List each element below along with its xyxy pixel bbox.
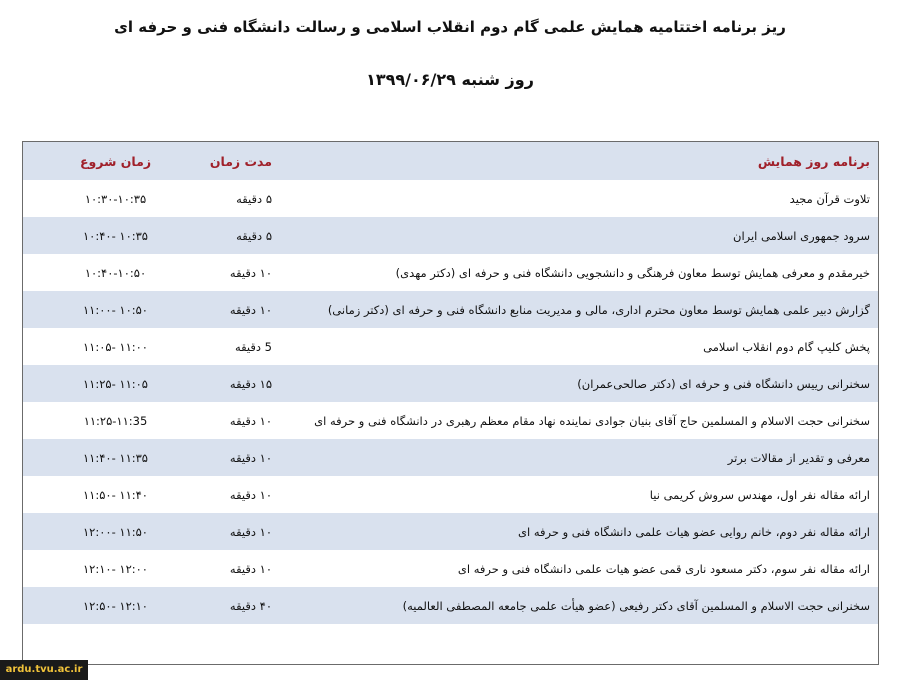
- cell-time: ۱۱:۴۰ -۱۱:۵۰: [23, 476, 208, 513]
- cell-duration: ۱۰ دقیقه: [208, 254, 278, 291]
- cell-program: خیرمقدم و معرفی همایش توسط معاون فرهنگی و دانشجویی دانشگاه فنی و حرفه ای (دکتر مهدی): [278, 254, 878, 291]
- cell-program: معرفی و تقدیر از مقالات برتر: [278, 439, 878, 476]
- cell-duration: ۴۰ دقیقه: [208, 587, 278, 624]
- cell-time: ۱۱:۲۵-۱۱:35: [23, 402, 208, 439]
- cell-program: سخنرانی حجت الاسلام و المسلمین حاج آقای بنیان جوادی نماینده نهاد مقام معظم رهبری در دانشگاه فنی و حرفه ای: [278, 402, 878, 439]
- cell-time: ۱۰:۵۰ -۱۱:۰۰: [23, 291, 208, 328]
- cell-empty: [23, 624, 208, 661]
- cell-program: ارائه مقاله نفر دوم، خانم روایی عضو هیات علمی دانشگاه فنی و حرفه ای: [278, 513, 878, 550]
- table-header-row: [23, 142, 878, 180]
- cell-duration: ۱۰ دقیقه: [208, 550, 278, 587]
- cell-duration: ۱۰ دقیقه: [208, 291, 278, 328]
- cell-duration: 5 دقیقه: [208, 328, 278, 365]
- cell-duration: ۱۰ دقیقه: [208, 439, 278, 476]
- cell-program: سخنرانی حجت الاسلام و المسلمین آقای دکتر رفیعی (عضو هیأت علمی جامعه المصطفی العالمیه): [278, 587, 878, 624]
- table-row: [23, 513, 878, 550]
- schedule-table: [23, 142, 878, 661]
- header-duration: مدت زمان: [208, 142, 278, 180]
- cell-program: سخنرانی رییس دانشگاه فنی و حرفه ای (دکتر صالحی‌عمران): [278, 365, 878, 402]
- cell-time: ۱۰:۳۰-۱۰:۳۵: [23, 180, 208, 217]
- cell-program: تلاوت قرآن مجید: [278, 180, 878, 217]
- cell-empty: [278, 624, 878, 661]
- header-start-time: زمان شروع: [23, 142, 208, 180]
- cell-time: ۱۰:۴۰-۱۰:۵۰: [23, 254, 208, 291]
- site-watermark: ardu.tvu.ac.ir: [0, 660, 88, 680]
- cell-duration: ۱۰ دقیقه: [208, 476, 278, 513]
- table-row: [23, 254, 878, 291]
- table-row: [23, 328, 878, 365]
- cell-duration: ۵ دقیقه: [208, 217, 278, 254]
- table-row: [23, 217, 878, 254]
- cell-time: ۱۱:۳۵ -۱۱:۴۰: [23, 439, 208, 476]
- cell-program: سرود جمهوری اسلامی ایران: [278, 217, 878, 254]
- schedule-table-frame: [22, 141, 879, 665]
- cell-time: ۱۲:۰۰ -۱۲:۱۰: [23, 550, 208, 587]
- cell-time: ۱۲:۱۰ -۱۲:۵۰: [23, 587, 208, 624]
- table-row-empty: [23, 624, 878, 661]
- cell-time: ۱۱:۰۰ -۱۱:۰۵: [23, 328, 208, 365]
- cell-program: ارائه مقاله نفر اول، مهندس سروش کریمی نیا: [278, 476, 878, 513]
- table-row: [23, 550, 878, 587]
- cell-duration: ۱۰ دقیقه: [208, 402, 278, 439]
- table-row: [23, 402, 878, 439]
- table-row: [23, 587, 878, 624]
- cell-duration: ۵ دقیقه: [208, 180, 278, 217]
- cell-duration: ۱۰ دقیقه: [208, 513, 278, 550]
- table-row: [23, 291, 878, 328]
- cell-time: ۱۰:۳۵ -۱۰:۴۰: [23, 217, 208, 254]
- cell-program: گزارش دبیر علمی همایش توسط معاون محترم اداری، مالی و مدیریت منابع دانشگاه فنی و حرفه ای (دکتر زمانی): [278, 291, 878, 328]
- table-row: [23, 365, 878, 402]
- table-row: [23, 180, 878, 217]
- cell-duration: ۱۵ دقیقه: [208, 365, 278, 402]
- header-program: برنامه روز همایش: [278, 142, 878, 180]
- document-title: ریز برنامه اختتامیه همایش علمی گام دوم انقلاب اسلامی و رسالت دانشگاه فنی و حرفه ای: [114, 18, 786, 36]
- cell-time: ۱۱:۵۰ -۱۲:۰۰: [23, 513, 208, 550]
- document-date: روز شنبه ۱۳۹۹/۰۶/۲۹: [366, 70, 534, 89]
- table-row: [23, 439, 878, 476]
- cell-time: ۱۱:۰۵ -۱۱:۲۵: [23, 365, 208, 402]
- schedule-table-body: [23, 180, 878, 661]
- cell-program: پخش کلیپ گام دوم انقلاب اسلامی: [278, 328, 878, 365]
- table-row: [23, 476, 878, 513]
- cell-program: ارائه مقاله نفر سوم، دکتر مسعود ناری قمی عضو هیات علمی دانشگاه فنی و حرفه ای: [278, 550, 878, 587]
- cell-empty: [208, 624, 278, 661]
